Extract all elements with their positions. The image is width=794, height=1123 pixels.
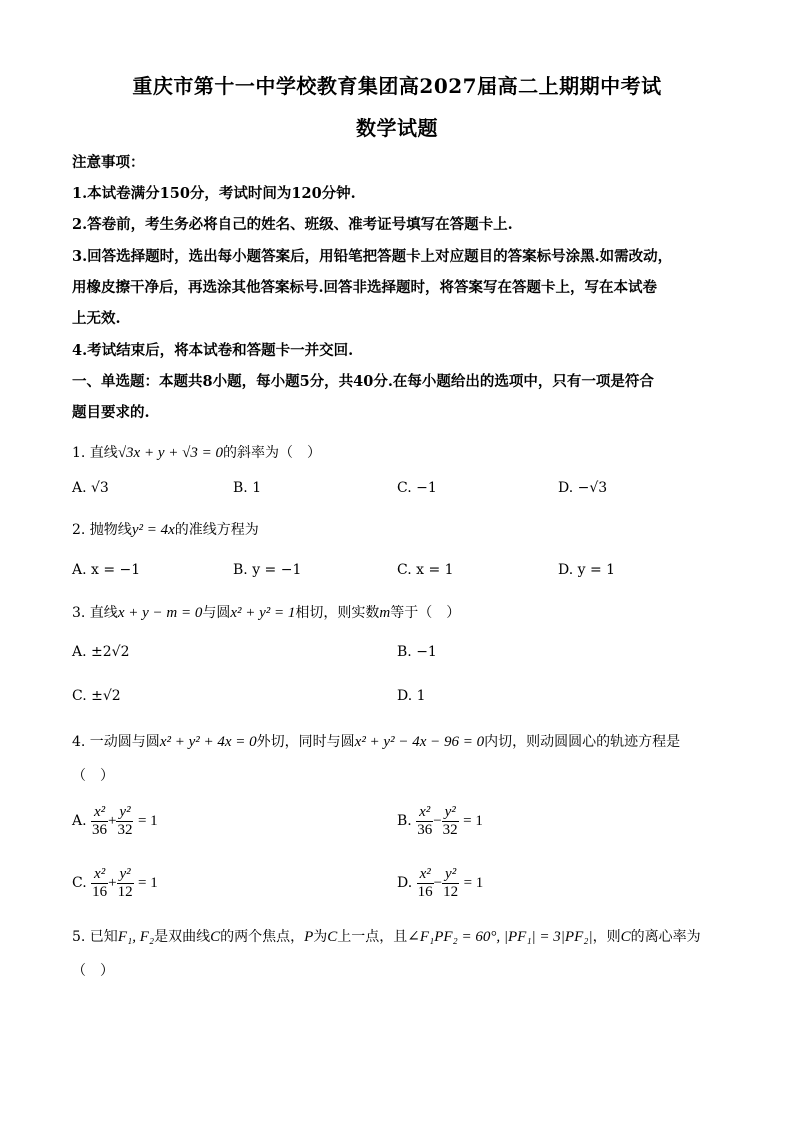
option-label: C. <box>72 875 87 891</box>
question-3 <box>72 602 460 622</box>
option-b: B. y = −1 <box>233 562 302 578</box>
fraction-denominator: 32 <box>117 821 133 838</box>
math-equation: x² + y² + 4x = 0 <box>159 734 257 750</box>
option-label: A. <box>72 813 87 829</box>
option-d: D. 1 <box>397 688 426 704</box>
option-c: C. −1 <box>397 480 437 496</box>
fraction-denominator: 32 <box>442 821 458 838</box>
math-variable: m <box>379 605 391 621</box>
math-equation: x + y − m = 0 <box>117 605 203 621</box>
option-c: C. x = 1 <box>397 562 454 578</box>
equation-rhs: = 1 <box>463 813 483 829</box>
option-d: D. y = 1 <box>558 562 616 578</box>
fraction-denominator: 16 <box>417 883 433 900</box>
fraction-numerator: x² <box>91 804 108 822</box>
fraction-denominator: 12 <box>117 883 133 900</box>
notes-heading: 注意事项： <box>72 154 145 171</box>
exam-title: 重庆市第十一中学校教育集团高2027届高二上期期中考试 <box>132 74 662 98</box>
fraction-denominator: 16 <box>92 883 108 900</box>
question-text: 的斜率为（ ） <box>222 445 321 461</box>
math-variable: C <box>327 929 338 945</box>
equation-rhs: = 1 <box>463 875 484 891</box>
question-2 <box>72 519 259 539</box>
question-text: 为 <box>313 929 328 945</box>
question-text: 的两个焦点， <box>220 929 305 945</box>
operator: + <box>108 875 117 891</box>
fraction <box>91 866 108 900</box>
fraction-numerator: x² <box>417 866 434 884</box>
math-equation: x² + y² − 4x − 96 = 0 <box>354 734 485 750</box>
equation-rhs: = 1 <box>137 813 158 829</box>
question-text: 1. 直线 <box>72 445 118 461</box>
note-item: 4.考试结束后，将本试卷和答题卡一并交回. <box>72 342 354 359</box>
fraction <box>91 804 108 838</box>
question-text: 5. 已知 <box>72 929 118 945</box>
fraction-numerator: y² <box>442 866 459 884</box>
note-item: 用橡皮擦干净后，再选涂其他答案标号.回答非选择题时，将答案写在答题卡上，写在本试卷 <box>72 279 658 296</box>
option-b: B. 1 <box>233 480 262 496</box>
math-foci: F₁, F₂ <box>117 929 155 945</box>
question-1 <box>72 442 321 462</box>
question-text: 相切，则实数 <box>295 605 380 621</box>
question-text: 3. 直线 <box>72 605 118 621</box>
question-text: 与圆 <box>202 605 231 621</box>
answer-paren: （ ） <box>72 963 114 979</box>
note-item: 1.本试卷满分150分，考试时间为120分钟. <box>72 185 356 202</box>
fraction-numerator: y² <box>117 866 134 884</box>
question-text: 外切，同时与圆 <box>256 734 355 750</box>
fraction-numerator: y² <box>116 804 133 822</box>
option-label: B. <box>397 813 412 829</box>
question-text: 2. 抛物线 <box>72 522 132 538</box>
math-variable: C <box>210 929 221 945</box>
question-5 <box>72 926 701 946</box>
question-text: ，则 <box>592 929 621 945</box>
question-text: 上一点，且 <box>337 929 408 945</box>
math-equation: y² = 4x <box>131 522 175 538</box>
answer-paren: （ ） <box>72 768 114 784</box>
fraction <box>417 866 434 900</box>
question-text: 等于（ ） <box>390 605 461 621</box>
question-text: 内切，则动圆圆心的轨迹方程是 <box>484 734 681 750</box>
question-4 <box>72 731 680 751</box>
option-a: A. √3 <box>72 480 109 496</box>
operator: − <box>433 813 442 829</box>
note-item: 3.回答选择题时，选出每小题答案后，用铅笔把答题卡上对应题目的答案标号涂黑.如需改动， <box>72 248 673 265</box>
option-d: D. −√3 <box>558 480 608 496</box>
fraction <box>116 804 133 838</box>
math-variable: P <box>304 929 314 945</box>
math-equation: x² + y² = 1 <box>230 605 296 621</box>
operator: + <box>108 813 117 829</box>
fraction <box>117 866 134 900</box>
section-heading: 一、单选题：本题共8小题，每小题5分，共40分.在每小题给出的选项中，只有一项是符合 <box>72 373 654 390</box>
fraction <box>442 804 459 838</box>
option-a <box>72 804 158 838</box>
question-text: 是双曲线 <box>154 929 211 945</box>
option-b <box>397 804 483 838</box>
fraction-denominator: 36 <box>92 821 108 838</box>
fraction-denominator: 12 <box>443 883 459 900</box>
option-c <box>72 866 158 900</box>
note-item: 上无效. <box>72 310 121 327</box>
operator: − <box>433 875 443 891</box>
fraction <box>416 804 433 838</box>
section-heading-cont: 题目要求的. <box>72 404 150 421</box>
fraction-numerator: x² <box>91 866 108 884</box>
math-equation: √3x + y + √3 = 0 <box>117 445 223 461</box>
fraction <box>442 866 459 900</box>
equation-rhs: = 1 <box>138 875 158 891</box>
exam-subtitle: 数学试题 <box>356 116 438 140</box>
math-condition: ∠F₁PF₂ = 60°, |PF₁| = 3|PF₂| <box>407 929 593 945</box>
option-a: A. ±2√2 <box>72 644 130 660</box>
question-text: 的准线方程为 <box>174 522 259 538</box>
fraction-denominator: 36 <box>417 821 433 838</box>
math-variable: C <box>620 929 631 945</box>
question-text: 的离心率为 <box>630 929 701 945</box>
fraction-numerator: x² <box>416 804 433 822</box>
note-item: 2.答卷前，考生务必将自己的姓名、班级、准考证号填写在答题卡上. <box>72 216 513 233</box>
option-label: D. <box>397 875 413 891</box>
question-text: 4. 一动圆与圆 <box>72 734 160 750</box>
option-a: A. x = −1 <box>72 562 141 578</box>
fraction-numerator: y² <box>442 804 459 822</box>
option-c: C. ±√2 <box>72 688 121 704</box>
option-b: B. −1 <box>397 644 437 660</box>
option-d <box>397 866 483 900</box>
